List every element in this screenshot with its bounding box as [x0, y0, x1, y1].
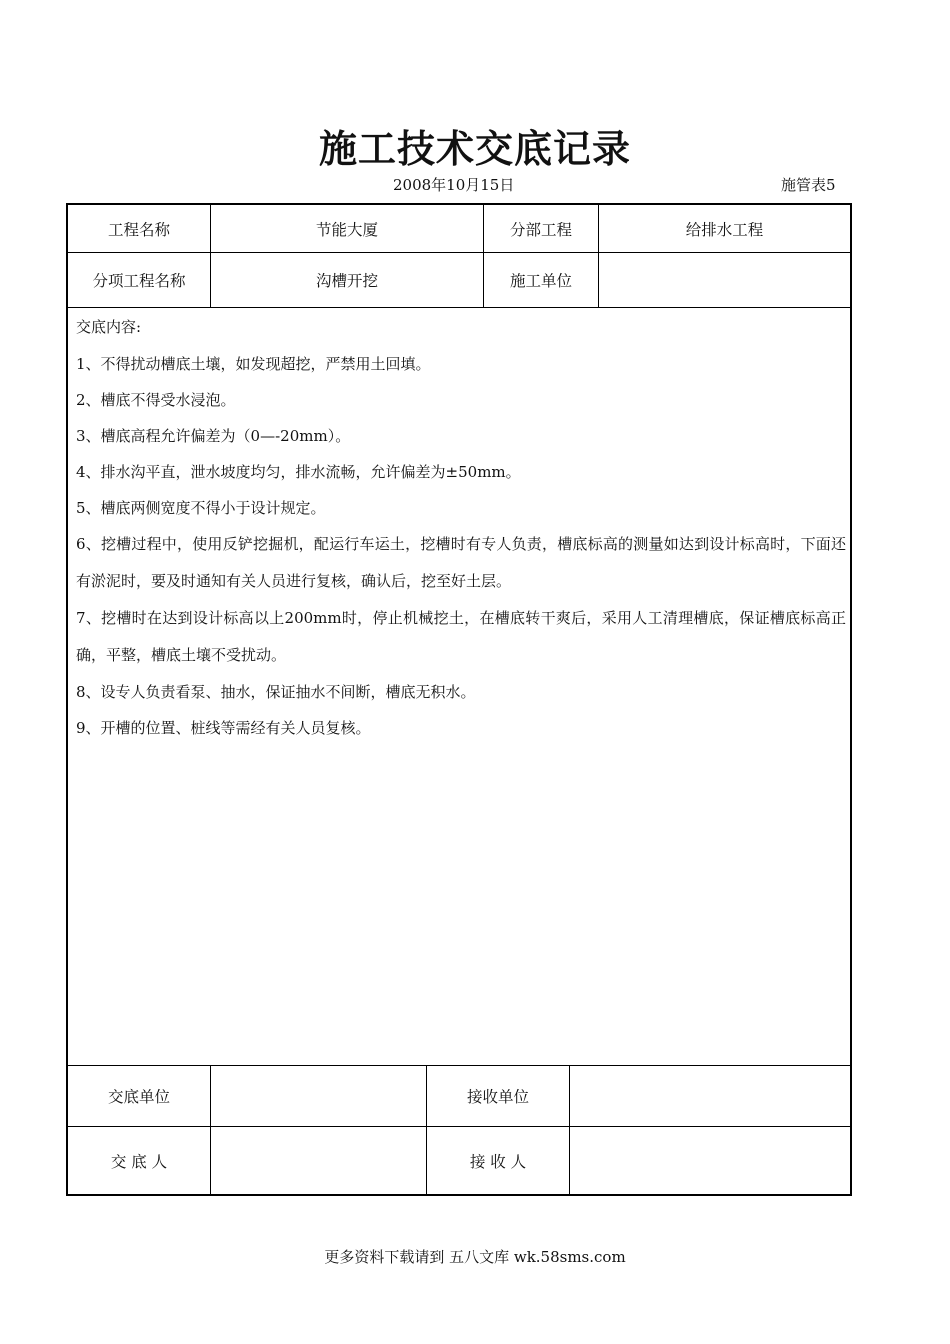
receiver-label: 接 收 人: [469, 1153, 527, 1171]
receiving-unit-label: 接收单位: [466, 1088, 529, 1106]
briefing-item: 5、槽底两侧宽度不得小于设计规定。: [76, 499, 326, 517]
document-date: 2008年10月15日: [393, 176, 515, 194]
division-value: 给排水工程: [685, 220, 764, 239]
receiving-unit-value: [570, 1066, 850, 1126]
project-name-label: 工程名称: [107, 220, 170, 239]
briefing-item: 1、不得扰动槽底土壤，如发现超挖，严禁用土回填。: [76, 355, 431, 373]
document-title: 施工技术交底记录: [318, 127, 631, 171]
form-number: 施管表5: [781, 176, 836, 194]
briefing-item: 9、开槽的位置、桩线等需经有关人员复核。: [76, 719, 371, 737]
briefing-item: 8、设专人负责看泵、抽水，保证抽水不间断，槽底无积水。: [76, 683, 476, 701]
briefing-item: 2、槽底不得受水浸泡。: [76, 391, 236, 409]
subitem-value: 沟槽开挖: [315, 272, 378, 290]
briefer-label: 交 底 人: [110, 1153, 168, 1171]
division-label: 分部工程: [509, 220, 572, 239]
construction-unit-value: [599, 253, 850, 307]
briefing-unit-label: 交底单位: [107, 1088, 170, 1106]
receiver-value: [570, 1127, 850, 1195]
project-name-value: 节能大厦: [315, 220, 378, 239]
subitem-label: 分项工程名称: [92, 272, 186, 290]
footer-note: 更多资料下载请到 五八文库 wk.58sms.com: [324, 1248, 626, 1266]
briefer-value: [211, 1127, 426, 1195]
row-divider: [67, 307, 851, 308]
briefing-item: 4、排水沟平直，泄水坡度均匀，排水流畅，允许偏差为±50mm。: [76, 463, 521, 481]
briefing-label: 交底内容:: [76, 318, 142, 336]
briefing-unit-value: [211, 1066, 426, 1126]
construction-unit-label: 施工单位: [509, 272, 572, 290]
briefing-content: [76, 316, 846, 746]
briefing-item: 7、挖槽时在达到设计标高以上200mm时，停止机械挖土，在槽底转干爽后，采用人工清理槽底，保证槽底标高正确，平整，槽底土壤不受扰动。: [76, 609, 846, 664]
briefing-item: 3、槽底高程允许偏差为（0—-20mm）。: [76, 427, 351, 445]
briefing-item: 6、挖槽过程中，使用反铲挖掘机，配运行车运土，挖槽时有专人负责，槽底标高的测量如达到设计标高时，下面还有淤泥时，要及时通知有关人员进行复核，确认后，挖至好土层。: [76, 535, 846, 590]
